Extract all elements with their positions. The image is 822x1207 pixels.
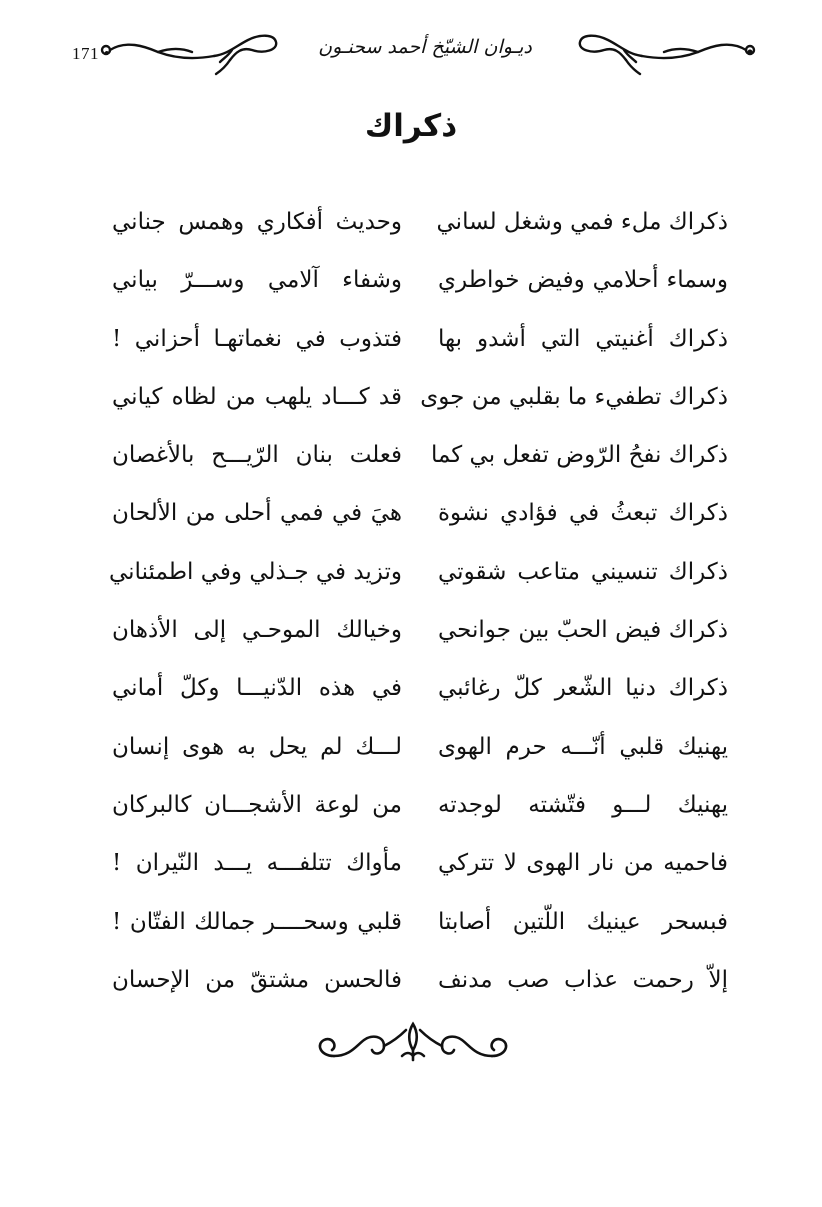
verse xyxy=(0,604,822,662)
verse-second-hemistich: قد كـــاد يلهب من لظاه كياني xyxy=(112,383,402,410)
verse-second-hemistich: وشفاء آلامي وســـرّ بياني xyxy=(112,267,402,294)
verse-second-hemistich: هيَ في فمي أحلى من الألحان xyxy=(112,500,402,527)
verse xyxy=(0,721,822,779)
verse-first-hemistich: وسماء أحلامي وفيض خواطري xyxy=(438,267,728,294)
verse-first-hemistich: يهنيك قلبي أنّـــه حرم الهوى xyxy=(438,733,728,760)
verse-second-hemistich: وحديث أفكاري وهمس جناني xyxy=(112,209,402,235)
verse-second-hemistich: وتزيد في جـذلي وفي اطمئناني xyxy=(108,558,402,585)
end-flourish-ornament-icon xyxy=(306,1016,520,1072)
verse-first-hemistich: إلاّ رحمت عذاب صب مدنف xyxy=(438,966,728,993)
verse-first-hemistich: ذكراك نفحُ الرّوض تفعل بي كما xyxy=(430,442,728,469)
verse-first-hemistich: ذكراك ملء فمي وشغل لساني xyxy=(436,209,728,235)
verse-second-hemistich: فتذوب في نغماتهـا أحزاني ! xyxy=(112,325,402,352)
verse xyxy=(0,546,822,604)
left-flourish-ornament-icon xyxy=(96,28,286,76)
verse-first-hemistich: ذكراك أغنيتي التي أشدو بها xyxy=(438,325,728,352)
verse-first-hemistich: ذكراك فيض الحبّ بين جوانحي xyxy=(438,617,728,644)
verse-second-hemistich: وخيالك الموحـي إلى الأذهان xyxy=(112,617,402,644)
verse-first-hemistich: ذكراك تطفيء ما بقلبي من جوى xyxy=(420,383,728,410)
verse-first-hemistich: ذكراك تبعثُ في فؤادي نشوة xyxy=(438,500,728,527)
page-header xyxy=(0,22,822,78)
verse-first-hemistich: ذكراك دنيا الشّعر كلّ رغائبي xyxy=(438,675,728,702)
verse-second-hemistich: فالحسن مشتقّ من الإحسان xyxy=(112,966,402,993)
verse xyxy=(0,487,822,545)
verse xyxy=(0,779,822,837)
verse-first-hemistich: فاحميه من نار الهوى لا تتركي xyxy=(438,850,728,877)
verse-second-hemistich: لـــك لم يحل به هوى إنسان xyxy=(112,733,402,760)
verse-second-hemistich: من لوعة الأشجـــان كالبركان xyxy=(112,791,402,818)
verse xyxy=(0,954,822,1012)
verse xyxy=(0,662,822,720)
verse xyxy=(0,371,822,429)
verse-second-hemistich: مأواك تتلفـــه يـــد النّيران ! xyxy=(112,850,402,877)
verse xyxy=(0,196,822,254)
verse-first-hemistich: يهنيك لـــو فتّشته لوجدته xyxy=(438,791,728,818)
poem-body xyxy=(0,196,822,1012)
book-title: ديـوان الشيّخ أحمد سحنـون xyxy=(318,36,532,58)
verse-first-hemistich: ذكراك تنسيني متاعب شقوتي xyxy=(438,558,728,585)
verse-second-hemistich: قلبي وسحــــر جمالك الفتّان ! xyxy=(112,908,402,935)
poem-title: ذكراك xyxy=(364,108,458,144)
verse xyxy=(0,837,822,895)
page-number: 171 • xyxy=(72,44,111,63)
right-flourish-ornament-icon xyxy=(570,28,760,76)
verse xyxy=(0,313,822,371)
verse xyxy=(0,254,822,312)
verse xyxy=(0,429,822,487)
verse-second-hemistich: في هذه الدّنيـــا وكلّ أماني xyxy=(112,675,402,702)
verse-second-hemistich: فعلت بنان الرّيـــح بالأغصان xyxy=(112,442,402,469)
verse xyxy=(0,896,822,954)
verse-first-hemistich: فبسحر عينيك اللّتين أصابتا xyxy=(438,908,728,935)
